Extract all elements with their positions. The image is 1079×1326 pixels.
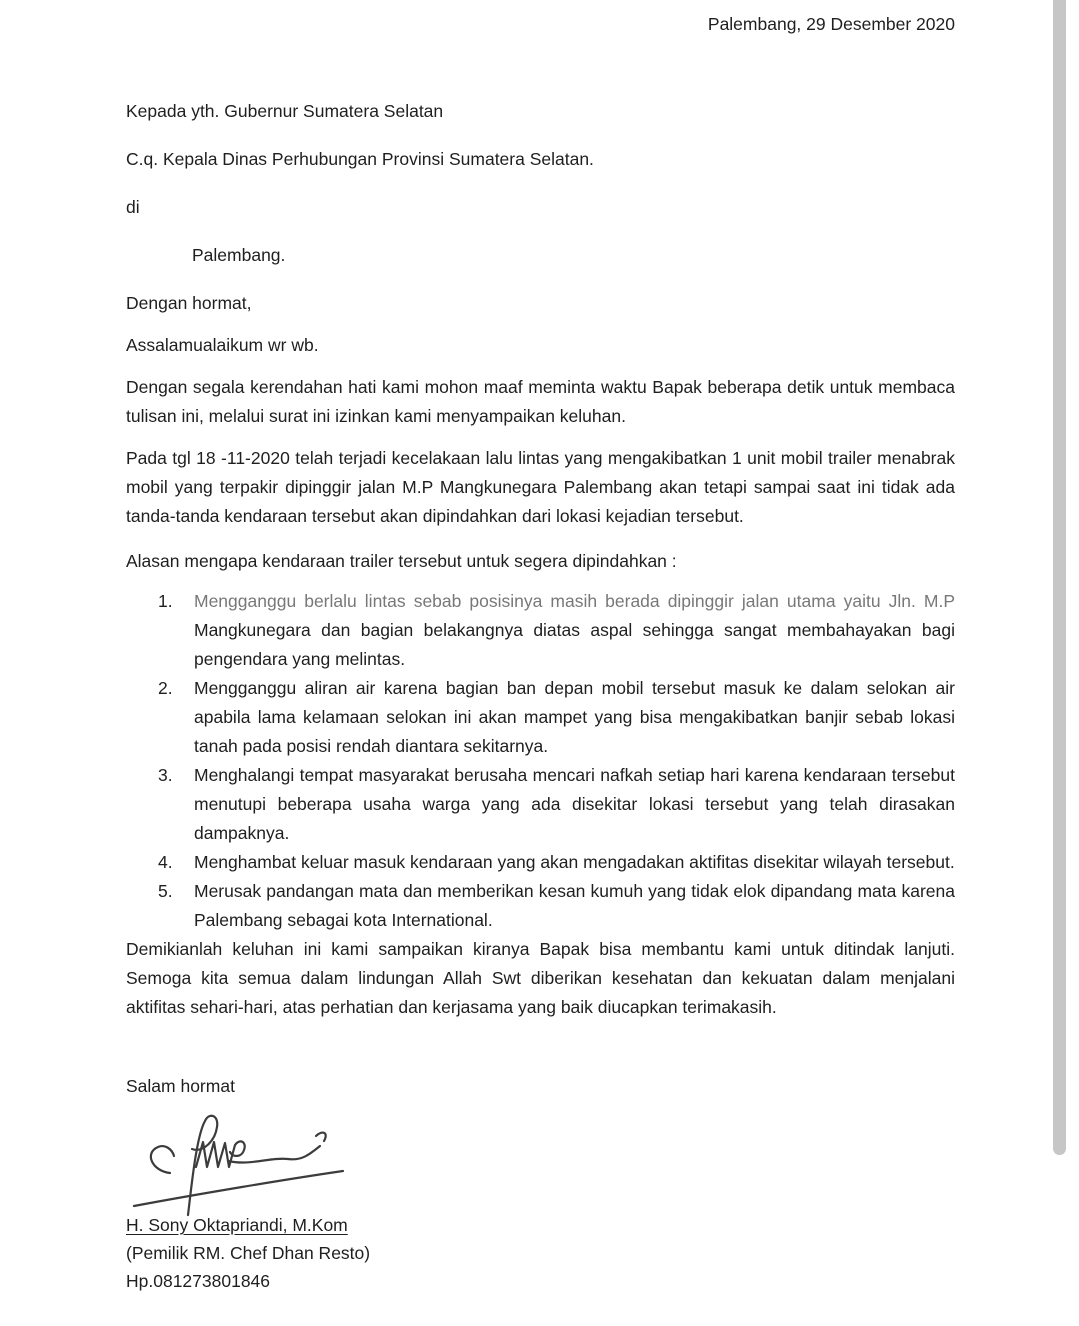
recipient-line-1: Kepada yth. Gubernur Sumatera Selatan bbox=[126, 101, 444, 121]
recipient-block bbox=[126, 97, 955, 270]
list-item bbox=[158, 761, 955, 848]
list-item-number: 2. bbox=[158, 678, 173, 698]
salutation-islamic: Assalamualaikum wr wb. bbox=[126, 335, 319, 355]
signature-image bbox=[128, 1109, 358, 1219]
reason-list bbox=[158, 587, 955, 935]
list-item bbox=[158, 848, 955, 877]
reasons-intro: Alasan mengapa kendaraan trailer tersebut untuk segera dipindahkan : bbox=[126, 551, 677, 571]
list-item-text: Mengganggu berlalu lintas sebab posisinya masih berada dipinggir jalan utama yaitu Jln. M.P Mangkunegara dan bagian belakangnya diatas aspal sehingga sangat membahayakan bagi pengendara yang melintas. bbox=[194, 591, 955, 669]
signatory-name: H. Sony Oktapriandi, M.Kom bbox=[126, 1215, 348, 1235]
salutation-formal: Dengan hormat, bbox=[126, 293, 252, 313]
recipient-line-4: Palembang. bbox=[192, 245, 286, 265]
list-item-text: Menghalangi tempat masyarakat berusaha mencari nafkah setiap hari karena kendaraan tersebut menutupi beberapa usaha warga yang ada disekitar lokasi tersebut yang telah dirasakan dampaknya. bbox=[194, 765, 955, 843]
list-item-text: Mengganggu aliran air karena bagian ban depan mobil tersebut masuk ke dalam selokan air apabila lama kelamaan selokan ini akan mampet yang bisa mengakibatkan banjir sebab lokasi tanah pada posisi rendah diantara sekitarnya. bbox=[194, 678, 955, 756]
list-item bbox=[158, 587, 955, 674]
list-item-number: 1. bbox=[158, 591, 173, 611]
list-item-number: 5. bbox=[158, 881, 173, 901]
list-item bbox=[158, 877, 955, 935]
list-item-number: 3. bbox=[158, 765, 173, 785]
signatory-title: (Pemilik RM. Chef Dhan Resto) bbox=[126, 1243, 371, 1263]
date-line: Palembang, 29 Desember 2020 bbox=[707, 14, 955, 34]
paragraph-incident: Pada tgl 18 -11-2020 telah terjadi kecelakaan lalu lintas yang mengakibatkan 1 unit mobil trailer menabrak mobil yang terpakir dipinggir jalan M.P Mangkunegara Palembang akan tetapi sampai saat ini tidak ada tanda-tanda kendaraan tersebut akan dipindahkan dari lokasi kejadian tersebut. bbox=[126, 448, 955, 526]
recipient-line-2: C.q. Kepala Dinas Perhubungan Provinsi Sumatera Selatan. bbox=[126, 149, 594, 169]
signatory-phone: Hp.081273801846 bbox=[126, 1271, 271, 1291]
recipient-line-3: di bbox=[126, 197, 140, 217]
list-item-text: Merusak pandangan mata dan memberikan kesan kumuh yang tidak elok dipandang mata karena Palembang sebagai kota International. bbox=[194, 881, 955, 930]
signoff: Salam hormat bbox=[126, 1076, 235, 1096]
scrollbar-thumb[interactable] bbox=[1053, 0, 1066, 1155]
list-item bbox=[158, 674, 955, 761]
paragraph-intro: Dengan segala kerendahan hati kami mohon maaf meminta waktu Bapak beberapa detik untuk membaca tulisan ini, melalui surat ini izinkan kami menyampaikan keluhan. bbox=[126, 377, 955, 426]
list-item-number: 4. bbox=[158, 852, 173, 872]
paragraph-closing: Demikianlah keluhan ini kami sampaikan kiranya Bapak bisa membantu kami untuk ditindak lanjuti. Semoga kita semua dalam lindungan Allah Swt diberikan kesehatan dan kekuatan dalam menjalani aktifitas sehari-hari, atas perhatian dan kerjasama yang baik diucapkan terimakasih. bbox=[126, 939, 955, 1017]
list-item-text: Menghambat keluar masuk kendaraan yang akan mengadakan aktifitas disekitar wilayah tersebut. bbox=[194, 852, 955, 872]
